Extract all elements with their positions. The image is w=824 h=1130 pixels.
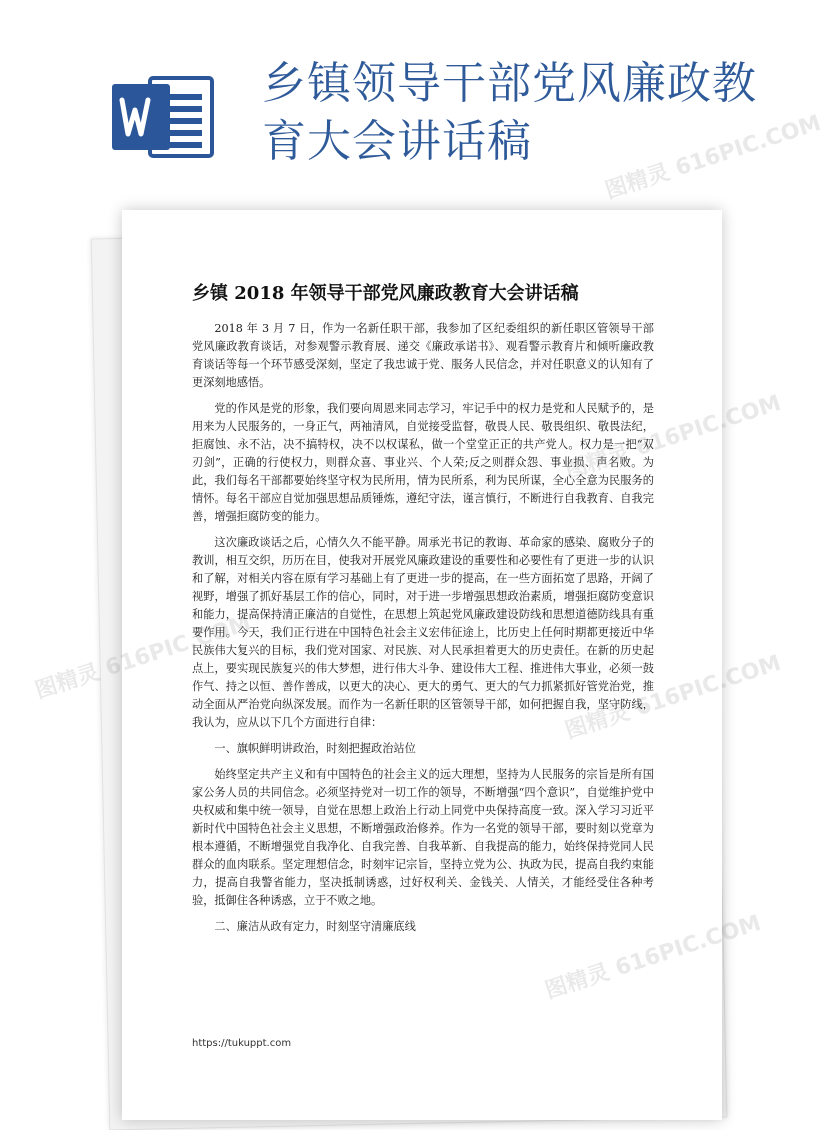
section-heading: 一、旗帜鲜明讲政治，时刻把握政治站位	[214, 742, 416, 755]
watermark: 图精灵 616PIC.COM	[602, 110, 824, 205]
document-page	[122, 210, 722, 1120]
document-body	[192, 320, 654, 944]
paragraph: 党的作风是党的形象，我们要向周恩来同志学习，牢记手中的权力是党和人民赋予的，是用来为人民服务的，一身正气，两袖清风，自觉接受监督，敬畏人民、敬畏组织、敬畏法纪，拒腐蚀、永不沾，决不搞特权，决不以权谋私，做一个堂堂正正的共产党人。权力是一把“双刃剑”，正确的行使权力，则群众喜、事业兴、个人荣;反之则群众怨、事业损、声名败。为此，我们每名干部都要始终坚守权为民所用，情为民所系，利为民所谋，全心全意为民服务的情怀。每名干部应自觉加强思想品质锤炼，遵纪守法，谨言慎行，不断进行自我教育、自我完善，增强拒腐防变的能力。	[192, 402, 654, 523]
paragraph: 这次廉政谈话之后，心情久久不能平静。周承光书记的教诲、革命家的感染、腐败分子的教训，相互交织，历历在目，使我对开展党风廉政建设的重要性和必要性有了更进一步的认识和了解，对相关内容在原有学习基础上有了更进一步的提高，在一些方面拓宽了思路，开阔了视野，增强了抓好基层工作的信心，同时，对于进一步增强思想政治素质，增强拒腐防变意识和能力，提高保持清正廉洁的自觉性，在思想上筑起党风廉政建设防线和思想道德防线具有重要作用。今天，我们正行进在中国特色社会主义宏伟征途上，比历史上任何时期都更接近中华民族伟大复兴的目标，我们党对国家、对民族、对人民承担着更大的历史责任。在新的历史起点上，要实现民族复兴的伟大梦想，进行伟大斗争、建设伟大工程、推进伟大事业，必须一鼓作气、持之以恒、善作善成，以更大的决心、更大的勇气、更大的气力抓紧抓好管党治党，推动全面从严治党向纵深发展。而作为一名新任职的区管领导干部，如何把握自我，坚守防线，我认为，应从以下几个方面进行自律：	[192, 536, 654, 729]
section-heading: 二、廉洁从政有定力，时刻坚守清廉底线	[214, 920, 416, 933]
footer-url[interactable]: https://tukuppt.com	[192, 1038, 292, 1049]
paragraph: 2018 年 3 月 7 日，作为一名新任职干部，我参加了区纪委组织的新任职区管领导干部党风廉政教育谈话，对参观警示教育展、递交《廉政承诺书》、观看警示教育片和倾听廉政教育谈话等每一个环节感受深刻，坚定了我忠诚于党、服务人民信念，并对任职意义的认知有了更深刻地感悟。	[192, 322, 654, 389]
word-document-icon	[110, 72, 216, 160]
banner-title: 乡镇领导干部党风廉政教育大会讲话稿	[262, 58, 757, 167]
document-title: 乡镇 2018 年领导干部党风廉政教育大会讲话稿	[192, 283, 579, 304]
paragraph: 始终坚定共产主义和有中国特色的社会主义的远大理想，坚持为人民服务的宗旨是所有国家公务人员的共同信念。必须坚持党对一切工作的领导，不断增强“四个意识”，自觉维护党中央权威和集中统一领导，自觉在思想上政治上行动上同党中央保持高度一致。深入学习习近平新时代中国特色社会主义思想，不断增强政治修养。作为一名党的领导干部，要时刻以党章为根本遵循，不断增强党自我净化、自我完善、自我革新、自我提高的能力，始终保持党同人民群众的血肉联系。坚定理想信念，时刻牢记宗旨，坚持立党为公、执政为民，提高自我约束能力，提高自我警省能力，坚决抵制诱惑，过好权利关、金钱关、人情关，才能经受住各种考验，抵御住各种诱惑，立于不败之地。	[192, 768, 654, 907]
watermark: 图精灵	[32, 659, 103, 705]
header-banner	[0, 0, 800, 200]
